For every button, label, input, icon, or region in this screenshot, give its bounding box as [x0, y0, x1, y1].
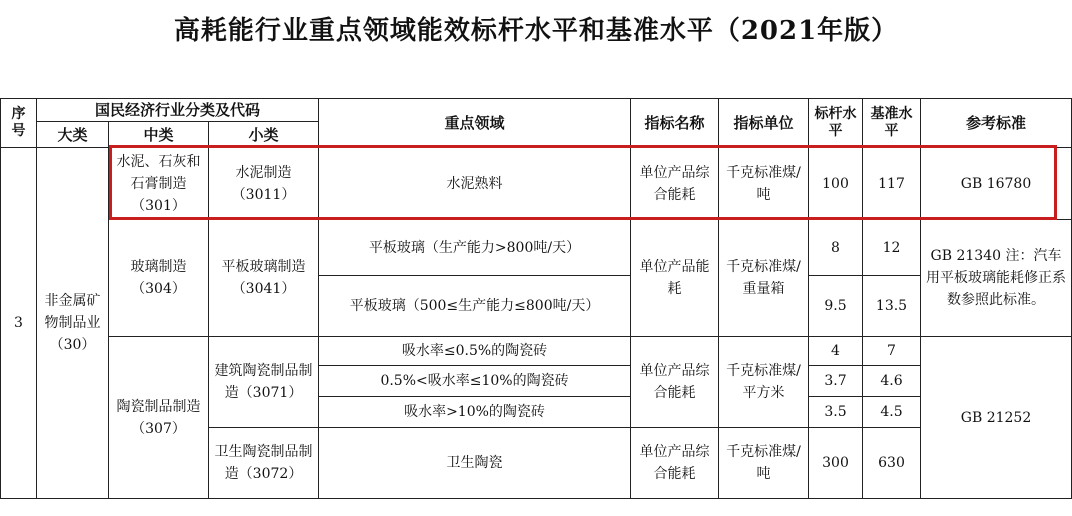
- header-benchmark: 标杆水平: [809, 99, 863, 148]
- header-minor: 小类: [209, 122, 319, 148]
- glass-field-2: 平板玻璃（500≤生产能力≤800吨/天）: [319, 276, 631, 337]
- glass-base-1: 12: [863, 220, 921, 276]
- glass-minor-category: 平板玻璃制造（3041）: [209, 220, 319, 337]
- glass-field-1: 平板玻璃（生产能力>800吨/天）: [319, 220, 631, 276]
- sanitary-ceramic-unit: 千克标准煤/吨: [719, 428, 809, 499]
- glass-reference: GB 21340 注：汽车用平板玻璃能耗修正系数参照此标准。: [921, 220, 1072, 337]
- ceramic-field-1: 吸水率≤0.5%的陶瓷砖: [319, 337, 631, 366]
- ceramic-field-3: 吸水率>10%的陶瓷砖: [319, 397, 631, 428]
- header-field: 重点领域: [319, 99, 631, 148]
- building-ceramic-minor-category: 建筑陶瓷制品制造（3071）: [209, 337, 319, 428]
- ceramic-medium-category: 陶瓷制品制造（307）: [109, 337, 209, 499]
- glass-benchmark-2: 9.5: [809, 276, 863, 337]
- header-reference: 参考标准: [921, 99, 1072, 148]
- sanitary-ceramic-base: 630: [863, 428, 921, 499]
- ceramic-base-1: 7: [863, 337, 921, 366]
- ceramic-reference: GB 21252: [921, 337, 1072, 499]
- ceramic-field-2: 0.5%<吸水率≤10%的陶瓷砖: [319, 366, 631, 397]
- ceramic-base-2: 4.6: [863, 366, 921, 397]
- sanitary-ceramic-indicator: 单位产品综合能耗: [631, 428, 719, 499]
- cement-indicator: 单位产品综合能耗: [631, 148, 719, 220]
- ceramic-benchmark-3: 3.5: [809, 397, 863, 428]
- header-medium: 中类: [109, 122, 209, 148]
- glass-base-2: 13.5: [863, 276, 921, 337]
- header-seq: 序号: [1, 99, 37, 148]
- glass-indicator: 单位产品能耗: [631, 220, 719, 337]
- sanitary-ceramic-benchmark: 300: [809, 428, 863, 499]
- cement-minor-category: 水泥制造（3011）: [209, 148, 319, 220]
- energy-standards-table: [0, 98, 1072, 499]
- header-unit: 指标单位: [719, 99, 809, 148]
- glass-benchmark-1: 8: [809, 220, 863, 276]
- ceramic-benchmark-1: 4: [809, 337, 863, 366]
- row-seq: 3: [1, 148, 37, 499]
- ceramic-base-3: 4.5: [863, 397, 921, 428]
- header-classification: 国民经济行业分类及代码: [37, 99, 319, 122]
- cement-benchmark: 100: [809, 148, 863, 220]
- building-ceramic-unit: 千克标准煤/平方米: [719, 337, 809, 428]
- cement-reference: GB 16780: [921, 148, 1072, 220]
- cement-base: 117: [863, 148, 921, 220]
- header-base: 基准水平: [863, 99, 921, 148]
- cement-medium-category: 水泥、石灰和石膏制造（301）: [109, 148, 209, 220]
- building-ceramic-indicator: 单位产品综合能耗: [631, 337, 719, 428]
- header-major: 大类: [37, 122, 109, 148]
- sanitary-ceramic-field: 卫生陶瓷: [319, 428, 631, 499]
- header-indicator: 指标名称: [631, 99, 719, 148]
- document-title: 高耗能行业重点领域能效标杆水平和基准水平（2021年版）: [173, 16, 899, 46]
- cement-unit: 千克标准煤/吨: [719, 148, 809, 220]
- glass-medium-category: 玻璃制造（304）: [109, 220, 209, 337]
- glass-unit: 千克标准煤/重量箱: [719, 220, 809, 337]
- major-category: 非金属矿物制品业（30）: [37, 148, 109, 499]
- ceramic-benchmark-2: 3.7: [809, 366, 863, 397]
- sanitary-ceramic-minor-category: 卫生陶瓷制品制造（3072）: [209, 428, 319, 499]
- cement-field: 水泥熟料: [319, 148, 631, 220]
